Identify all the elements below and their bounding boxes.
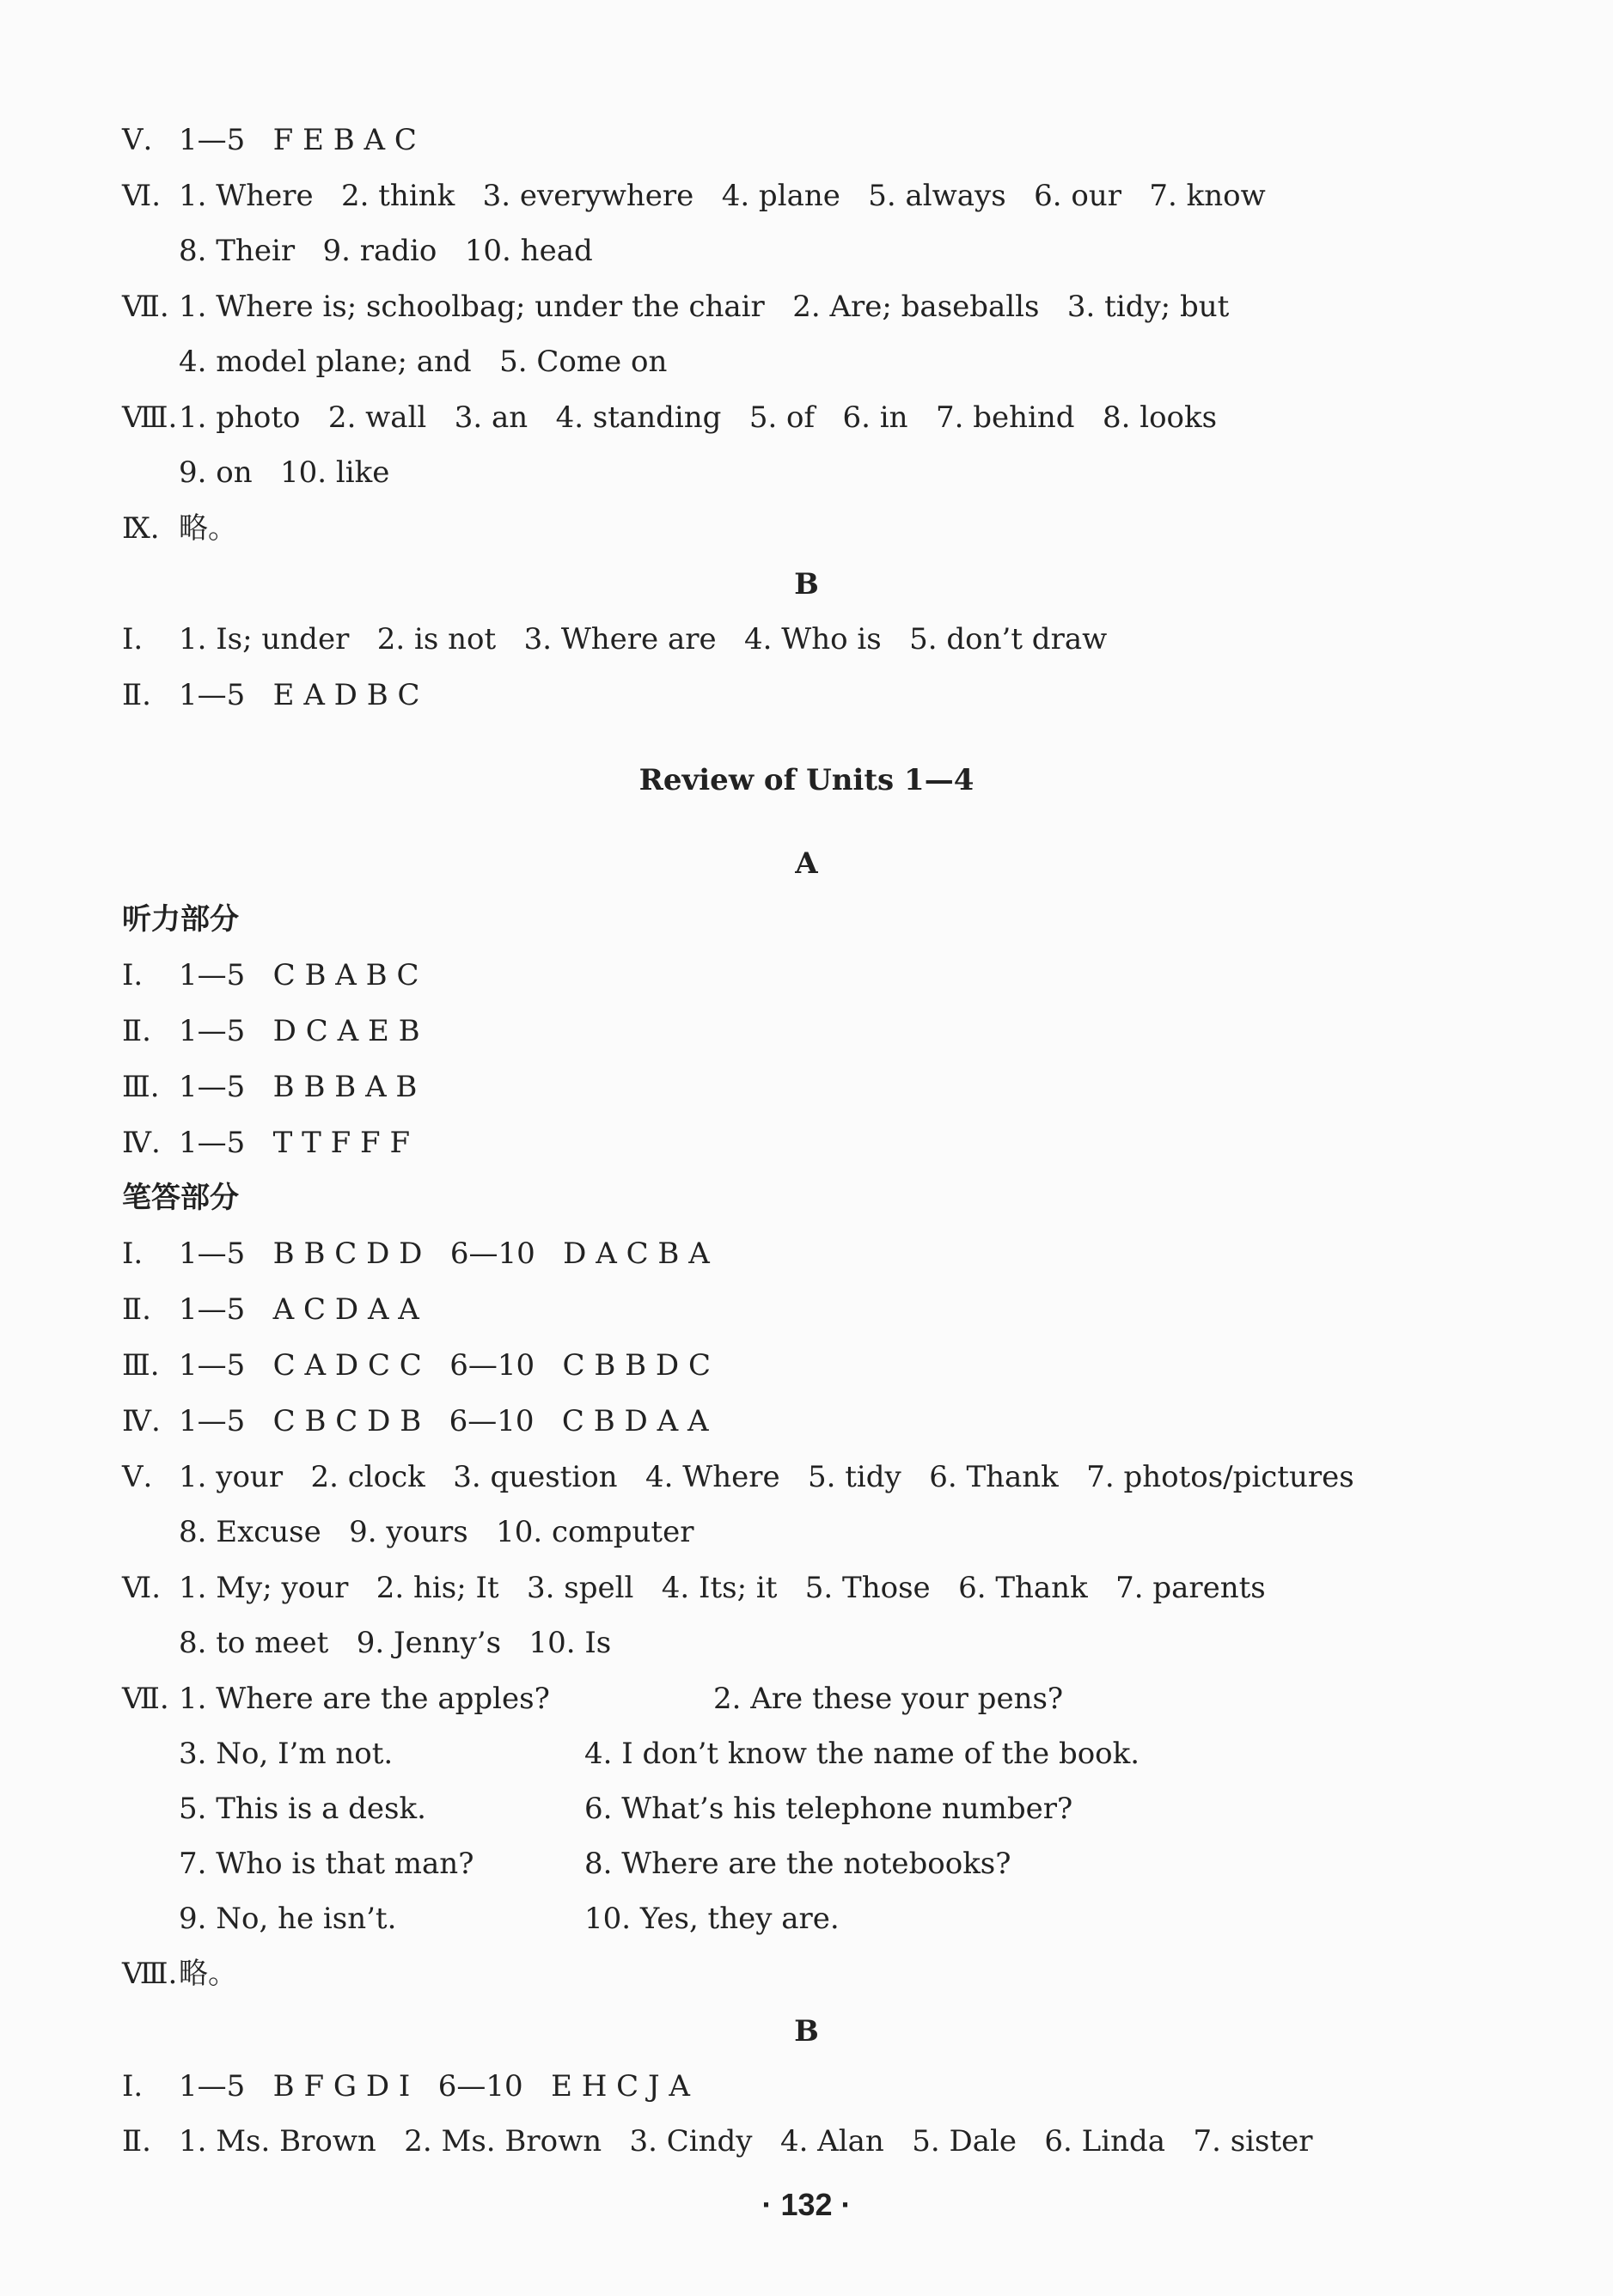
page-number: · 132 ·: [761, 2187, 852, 2222]
answer-text: 1—5 C B A B C: [179, 958, 419, 992]
answer-text: 1. Is; under 2. is not 3. Where are 4. Who is 5. don’t draw: [179, 622, 1108, 656]
answer-text: 8. Their 9. radio 10. head: [179, 234, 593, 268]
answer-line: [122, 1340, 711, 1391]
roman-numeral: Ⅴ.: [122, 1460, 153, 1494]
answer-row: [122, 1673, 1411, 1725]
answer-text: 1. your 2. clock 3. question 4. Where 5. tidy 6. Thank 7. photos/pictures: [179, 1460, 1354, 1494]
answer-line-continued: [179, 225, 593, 277]
answer-text: 1—5 B F G D I 6—10 E H C J A: [179, 2069, 690, 2104]
answer-line: [122, 1395, 709, 1447]
roman-numeral: Ⅷ.: [122, 400, 178, 435]
answer-line: [122, 950, 419, 1001]
roman-numeral: Ⅰ.: [122, 1237, 144, 1271]
answer-line: [122, 669, 420, 721]
roman-numeral: Ⅰ.: [122, 2069, 144, 2104]
sentence-right: 6. What’s his telephone number?: [584, 1792, 1073, 1826]
answer-row: [179, 1893, 1468, 1945]
answer-line: [122, 392, 1217, 443]
answer-text: 1—5 E A D B C: [179, 678, 420, 712]
sentence-right: 2. Are these your pens?: [713, 1682, 1064, 1716]
sentence-right: 8. Where are the notebooks?: [584, 1847, 1011, 1881]
answer-line: [122, 170, 1266, 222]
answer-line: [122, 1228, 710, 1279]
answer-text: 4. model plane; and 5. Come on: [179, 345, 668, 379]
answer-line: [122, 114, 417, 166]
answer-text: 1—5 C A D C C 6—10 C B B D C: [179, 1348, 712, 1383]
answer-text: 1. Where 2. think 3. everywhere 4. plane 5. always 6. our 7. know: [179, 179, 1266, 213]
answer-line: [122, 281, 1229, 333]
answer-text: 略。: [179, 511, 237, 546]
roman-numeral: Ⅱ.: [122, 1014, 151, 1048]
written-heading: 笔答部分: [122, 1181, 239, 1215]
answer-row: [179, 1728, 1468, 1780]
answer-line: [122, 1948, 237, 2000]
answer-text: 8. to meet 9. Jenny’s 10. Is: [179, 1626, 612, 1660]
roman-numeral: Ⅰ.: [122, 958, 144, 992]
roman-numeral: Ⅰ.: [122, 622, 144, 656]
section-heading-b: B: [794, 567, 819, 601]
roman-numeral: Ⅲ.: [122, 1070, 160, 1104]
answer-text: 1. photo 2. wall 3. an 4. standing 5. of 6. in 7. behind 8. looks: [179, 400, 1218, 435]
answer-text: 1—5 B B B A B: [179, 1070, 418, 1104]
answer-row: [179, 1783, 1468, 1835]
answer-text: 1—5 T T F F F: [179, 1126, 411, 1160]
sentence-left: 7. Who is that man?: [179, 1847, 474, 1881]
roman-numeral: Ⅱ.: [122, 678, 151, 712]
answer-line-continued: [179, 1617, 611, 1669]
answer-text: 1. My; your 2. his; It 3. spell 4. Its; it 5. Those 6. Thank 7. parents: [179, 1571, 1266, 1605]
sentence-left: 1. Where are the apples?: [179, 1682, 550, 1716]
answer-line: [122, 614, 1107, 665]
answer-line: [122, 2061, 690, 2112]
section-heading-a: A: [795, 846, 818, 881]
sentence-right: 4. I don’t know the name of the book.: [584, 1737, 1140, 1771]
answer-line: [122, 2116, 1313, 2167]
answer-line: [122, 1562, 1266, 1614]
roman-numeral: Ⅵ.: [122, 1571, 162, 1605]
answer-text: 1—5 F E B A C: [179, 123, 417, 157]
answer-text: 8. Excuse 9. yours 10. computer: [179, 1515, 694, 1549]
answer-line: [122, 1005, 420, 1057]
roman-numeral: Ⅶ.: [122, 1682, 169, 1716]
sentence-left: 3. No, I’m not.: [179, 1737, 394, 1771]
answer-text: 1—5 B B C D D 6—10 D A C B A: [179, 1237, 710, 1271]
answer-row: [179, 1838, 1468, 1890]
answer-line: [122, 1284, 419, 1335]
roman-numeral: Ⅱ.: [122, 2124, 151, 2159]
answer-line: [122, 1061, 417, 1113]
roman-numeral: Ⅳ.: [122, 1404, 161, 1438]
answer-line-continued: [179, 447, 389, 498]
answer-line: [122, 1451, 1354, 1503]
answer-line-continued: [179, 336, 667, 388]
sentence-left: 9. No, he isn’t.: [179, 1902, 397, 1936]
roman-numeral: Ⅶ.: [122, 290, 169, 324]
answer-line: [122, 503, 237, 554]
roman-numeral: Ⅷ.: [122, 1957, 178, 1991]
roman-numeral: Ⅱ.: [122, 1292, 151, 1327]
answer-line: [122, 1117, 410, 1169]
roman-numeral: Ⅲ.: [122, 1348, 160, 1383]
answer-text: 略。: [179, 1957, 237, 1991]
roman-numeral: Ⅸ.: [122, 511, 160, 546]
answer-line-continued: [179, 1506, 693, 1558]
answer-text: 1—5 D C A E B: [179, 1014, 420, 1048]
answer-text: 1. Ms. Brown 2. Ms. Brown 3. Cindy 4. Alan 5. Dale 6. Linda 7. sister: [179, 2124, 1313, 2159]
roman-numeral: Ⅵ.: [122, 179, 162, 213]
review-title: Review of Units 1—4: [638, 763, 975, 797]
listening-heading: 听力部分: [122, 902, 239, 937]
section-heading-b: B: [794, 2014, 819, 2049]
sentence-right: 10. Yes, they are.: [584, 1902, 840, 1936]
answer-text: 1. Where is; schoolbag; under the chair 2. Are; baseballs 3. tidy; but: [179, 290, 1230, 324]
sentence-left: 5. This is a desk.: [179, 1792, 426, 1826]
roman-numeral: Ⅴ.: [122, 123, 153, 157]
answer-text: 1—5 C B C D B 6—10 C B D A A: [179, 1404, 709, 1438]
roman-numeral: Ⅳ.: [122, 1126, 161, 1160]
answer-text: 9. on 10. like: [179, 455, 390, 490]
answer-text: 1—5 A C D A A: [179, 1292, 419, 1327]
